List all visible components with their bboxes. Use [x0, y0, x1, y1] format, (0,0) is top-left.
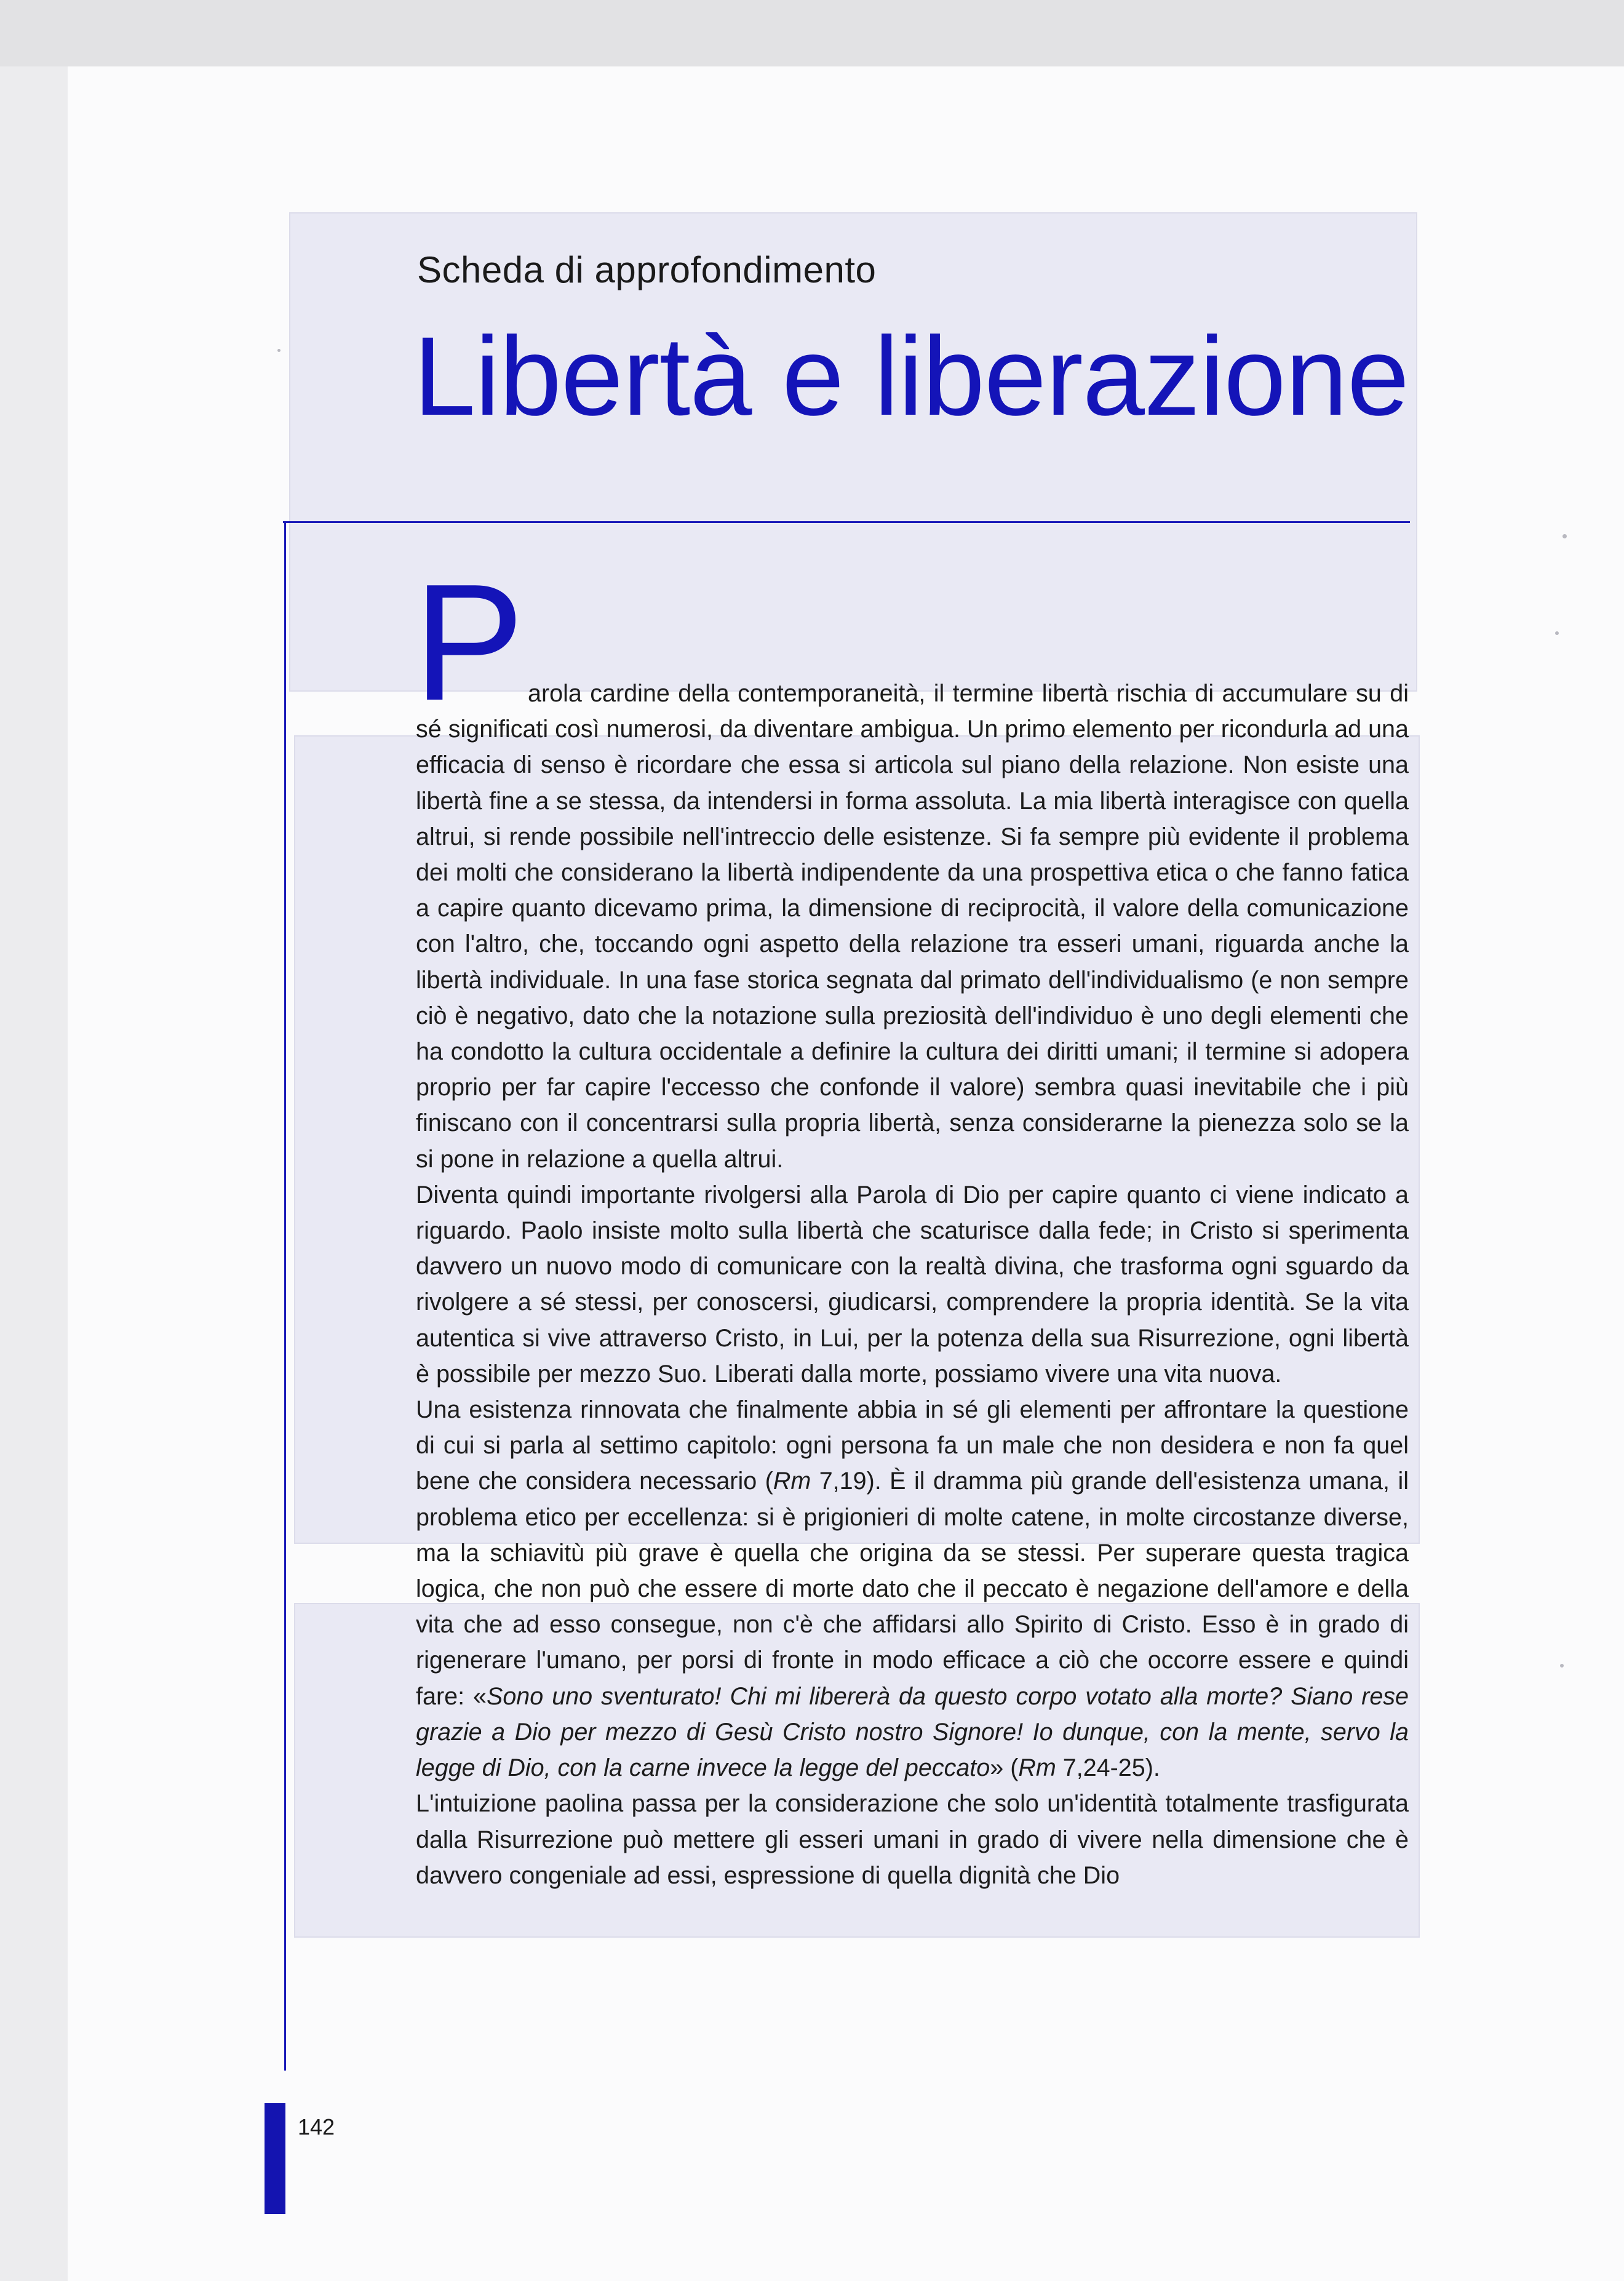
scripture-quote: Sono uno sventurato! Chi mi libererà da questo corpo votato alla morte? Siano rese grazie a Dio per mezzo di Gesù Cristo nostro Signore! Io dunque, con la mente, servo la legge di Dio, con la carne invece la legge del peccato — [416, 1682, 1409, 1782]
scan-speck — [1560, 1664, 1564, 1668]
folio-bar — [265, 2103, 285, 2214]
scripture-reference: Rm — [1018, 1754, 1056, 1782]
scan-speck — [277, 349, 281, 352]
paragraph-3-part-c: » ( — [990, 1754, 1019, 1782]
blue-horizontal-rule — [283, 521, 1410, 523]
paragraph-3-part-d: 7,24-25). — [1056, 1754, 1160, 1782]
scan-background — [0, 0, 1624, 66]
drop-cap: P — [413, 550, 525, 735]
scan-speck — [1562, 534, 1567, 538]
paragraph-2: Diventa quindi importante rivolgersi alla Parola di Dio per capire quanto ci viene indicato a riguardo. Paolo insiste molto sulla libertà che scaturisce dalla fede; in Cristo si sperimenta davvero un nuovo modo di comunicare con la realtà divina, che trasforma ogni sguardo da rivolgere a sé stessi, per conoscersi, giudicarsi, comprendere la propria identità. Se la vita autentica si vive attraverso Cristo, in Lui, per la potenza della sua Risurrezione, ogni libertà è possibile per mezzo Suo. Liberati dalla morte, possiamo vivere una vita nuova. — [416, 1181, 1409, 1388]
article-body — [416, 676, 1409, 1893]
paragraph-3-part-b: 7,19). È il dramma più grande dell'esistenza umana, il problema etico per eccellenza: si è prigionieri di molte catene, in molte circostanze diverse, ma la schiavitù più grave è quella che origina da se stessi. Per superare questa tragica logica, che non può che essere di morte dato che il peccato è negazione dell'amore e della vita che ad esso consegue, non c'è che affidarsi allo Spirito di Cristo. Esso è in grado di rigenerare l'umano, per porsi di fronte in modo efficace a ciò che occorre essere e quindi fare: « — [416, 1468, 1409, 1710]
section-kicker: Scheda di approfondimento — [417, 249, 877, 290]
paragraph-3-part-a: Una esistenza rinnovata che finalmente abbia in sé gli elementi per affrontare la questione di cui si parla al settimo capitolo: ogni persona fa un male che non desidera e non fa quel bene che considera necessario ( — [416, 1396, 1409, 1495]
scripture-reference: Rm — [773, 1468, 811, 1495]
paragraph-3 — [416, 1392, 1409, 1786]
paragraph-4: L'intuizione paolina passa per la considerazione che solo un'identità totalmente trasfigurata dalla Risurrezione può mettere gli esseri umani in grado di vivere nella dimensione che è davvero congeniale ad essi, espressione di quella dignità che Dio — [416, 1790, 1409, 1889]
page-title: Libertà e liberazione — [413, 313, 1409, 439]
scan-speck — [1555, 631, 1559, 635]
paragraph-1: arola cardine della contemporaneità, il termine libertà rischia di accumulare su di sé significati così numerosi, da diventare ambigua. Un primo elemento per ricondurla ad una efficacia di senso è ricordare che essa si articola sul piano della relazione. Non esiste una libertà fine a se stessa, da intendersi in forma assoluta. La mia libertà interagisce con quella altrui, si rende possibile nell'intreccio delle esistenze. Si fa sempre più evidente il problema dei molti che considerano la libertà indipendente da una prospettiva etica o che fanno fatica a capire quanto dicevamo prima, la dimensione di reciprocità, il valore della comunicazione con l'altro, che, toccando ogni aspetto della relazione tra esseri umani, riguarda anche la libertà individuale. In una fase storica segnata dal primato dell'individualismo (e non sempre ciò è negativo, dato che la notazione sulla preziosità dell'individuo è uno degli elementi che ha condotto la cultura occidentale a definire la cultura dei diritti umani; il termine si adopera proprio per far capire l'eccesso che confonde il valore) sembra quasi inevitabile che i più finiscano con il concentrarsi sulla propria libertà, senza considerarne la pienezza solo se la si pone in relazione a quella altrui. — [416, 680, 1409, 1173]
blue-vertical-rule — [284, 521, 286, 2071]
page-number: 142 — [298, 2114, 335, 2139]
